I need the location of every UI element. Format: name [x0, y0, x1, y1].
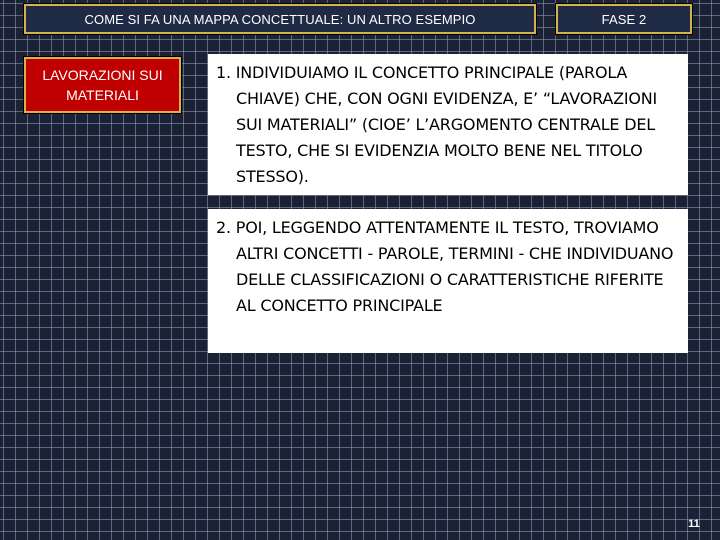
phase-label-text: FASE 2: [601, 11, 647, 27]
phase-label: [556, 4, 692, 34]
step-2-text: 2. POI, LEGGENDO ATTENTAMENTE IL TESTO, TROVIAMO ALTRI CONCETTI - PAROLE, TERMINI - CHE INDIVIDUANO DELLE CLASSIFICAZIONI O CARATTERISTICHE RIFERITE AL CONCETTO PRINCIPALE: [216, 218, 674, 315]
step-1-panel: [208, 54, 688, 195]
main-concept-box: [24, 57, 181, 113]
step-2-panel: [208, 209, 688, 353]
step-1-text: 1. INDIVIDUIAMO IL CONCETTO PRINCIPALE (PAROLA CHIAVE) CHE, CON OGNI EVIDENZA, E’ “LAVORAZIONI SUI MATERIALI” (CIOE’ L’ARGOMENTO CENTRALE DEL TESTO, CHE SI EVIDENZIA MOLTO BENE NEL TITOLO STESSO).: [216, 63, 658, 186]
slide-title: [24, 4, 536, 34]
main-concept-label: LAVORAZIONI SUI MATERIALI: [42, 67, 163, 103]
slide-title-text: COME SI FA UNA MAPPA CONCETTUALE: UN ALTRO ESEMPIO: [84, 11, 476, 27]
page-number: 11: [688, 518, 700, 530]
